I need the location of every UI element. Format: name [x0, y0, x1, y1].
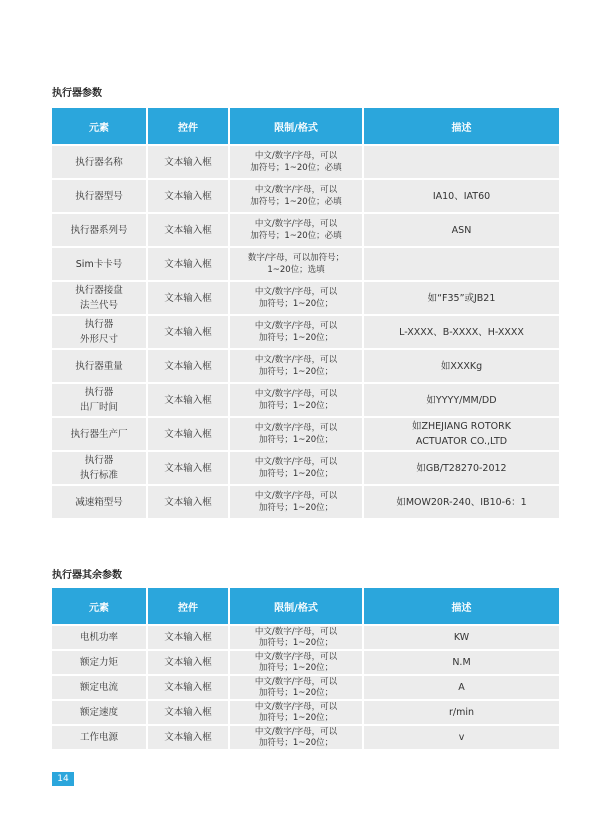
cell-limit — [230, 726, 364, 749]
cell-limit — [230, 452, 364, 484]
cell-limit-line: 加符号；1~20位； — [258, 503, 334, 513]
cell-element-line: 执行器生产厂 — [70, 428, 128, 440]
cell-element — [52, 146, 148, 178]
cell-limit-line: 加符号；1~20位；必填 — [250, 231, 342, 241]
cell-limit-line: 加符号；1~20位； — [258, 333, 334, 343]
cell-element-line: 执行器接盘 — [75, 285, 123, 296]
table-row — [52, 282, 559, 314]
header-limit-format: 限制/格式 — [230, 108, 364, 144]
cell-limit-line: 加符号；1~20位； — [258, 299, 334, 309]
cell-control: 文本输入框 — [148, 180, 230, 212]
cell-element-line: 执行器 — [84, 319, 114, 330]
cell-element-line: 法兰代号 — [79, 300, 118, 311]
cell-description — [364, 452, 559, 484]
table-row — [52, 486, 559, 518]
cell-description — [364, 248, 559, 280]
cell-description-line: 如GB/T28270-2012 — [416, 462, 507, 474]
cell-description-line: A — [458, 682, 465, 693]
cell-element-line: 执行器型号 — [75, 190, 123, 202]
cell-description — [364, 418, 559, 450]
table-row — [52, 384, 559, 416]
cell-description — [364, 146, 559, 178]
cell-control: 文本输入框 — [148, 384, 230, 416]
cell-description-line: ACTUATOR CO.,LTD — [415, 436, 508, 447]
cell-description — [364, 651, 559, 674]
cell-limit — [230, 486, 364, 518]
table-row — [52, 726, 559, 749]
cell-element-line: 额定电流 — [79, 682, 118, 693]
cell-limit-line: 加符号；1~20位；必填 — [250, 197, 342, 207]
table-row — [52, 248, 559, 280]
table-row — [52, 418, 559, 450]
cell-description-line: KW — [453, 632, 470, 643]
cell-control: 文本输入框 — [148, 248, 230, 280]
cell-limit — [230, 676, 364, 699]
header-limit-format: 限制/格式 — [230, 588, 364, 624]
cell-element — [52, 384, 148, 416]
cell-limit — [230, 626, 364, 649]
cell-element — [52, 701, 148, 724]
cell-element — [52, 350, 148, 382]
table-row — [52, 350, 559, 382]
cell-control: 文本输入框 — [148, 726, 230, 749]
table-row — [52, 452, 559, 484]
cell-description — [364, 626, 559, 649]
cell-limit-line: 中文/数字/字母，可以 — [254, 185, 338, 195]
cell-limit — [230, 418, 364, 450]
cell-limit — [230, 384, 364, 416]
cell-control: 文本输入框 — [148, 214, 230, 246]
cell-control: 文本输入框 — [148, 418, 230, 450]
cell-element — [52, 726, 148, 749]
table-row — [52, 626, 559, 649]
cell-limit-line: 加符号；1~20位； — [258, 469, 334, 479]
cell-description-line: 如MOW20R-240、IB10-6：1 — [396, 496, 527, 508]
cell-description-line: IA10、IAT60 — [432, 190, 491, 202]
cell-control: 文本输入框 — [148, 146, 230, 178]
cell-element-line: 额定速度 — [79, 707, 118, 718]
table-row — [52, 214, 559, 246]
cell-limit-line: 加符号；1~20位； — [258, 401, 334, 411]
cell-element-line: 额定力矩 — [79, 657, 118, 668]
cell-limit-line: 1~20位；选填 — [267, 265, 325, 275]
table-header-row — [52, 588, 559, 624]
cell-element-line: 电机功率 — [79, 632, 118, 643]
cell-element — [52, 418, 148, 450]
cell-limit — [230, 282, 364, 314]
section-title-other-params: 执行器其余参数 — [52, 570, 122, 581]
cell-description — [364, 180, 559, 212]
cell-limit — [230, 180, 364, 212]
cell-description-line: 如ZHEJIANG ROTORK — [412, 421, 511, 432]
cell-description — [364, 384, 559, 416]
cell-limit — [230, 651, 364, 674]
cell-description — [364, 676, 559, 699]
cell-element — [52, 282, 148, 314]
cell-limit-line: 中文/数字/字母，可以 — [254, 287, 338, 297]
cell-description-line: ASN — [451, 224, 472, 236]
cell-limit-line: 中文/数字/字母，可以 — [254, 355, 338, 365]
cell-element — [52, 180, 148, 212]
cell-limit-line: 中文/数字/字母，可以 — [254, 626, 338, 637]
header-control: 控件 — [148, 108, 230, 144]
cell-limit-line: 中文/数字/字母，可以 — [254, 457, 338, 467]
cell-limit-line: 加符号；1~20位；必填 — [250, 163, 342, 173]
cell-description-line: N.M — [452, 657, 471, 668]
cell-element — [52, 316, 148, 348]
cell-control: 文本输入框 — [148, 350, 230, 382]
table-row — [52, 676, 559, 699]
cell-limit-line: 中文/数字/字母，可以 — [254, 423, 338, 433]
cell-limit-line: 中文/数字/字母，可以 — [254, 491, 338, 501]
cell-control: 文本输入框 — [148, 676, 230, 699]
cell-limit — [230, 701, 364, 724]
cell-limit-line: 加符号；1~20位； — [258, 712, 334, 723]
cell-limit-line: 中文/数字/字母，可以 — [254, 321, 338, 331]
cell-control: 文本输入框 — [148, 452, 230, 484]
page-number: 14 — [52, 772, 74, 786]
cell-limit-line: 中文/数字/字母，可以 — [254, 726, 338, 737]
cell-element-line: 执行器 — [84, 455, 114, 466]
cell-description — [364, 701, 559, 724]
section-title-actuator-params: 执行器参数 — [52, 88, 102, 99]
cell-description-line: v — [458, 732, 465, 743]
actuator-params-table — [52, 106, 559, 520]
cell-element-line: 执行器重量 — [75, 360, 123, 372]
cell-limit-line: 中文/数字/字母，可以 — [254, 701, 338, 712]
cell-description-line: 如YYYY/MM/DD — [426, 394, 497, 406]
cell-control: 文本输入框 — [148, 316, 230, 348]
cell-control: 文本输入框 — [148, 626, 230, 649]
cell-limit-line: 加符号；1~20位； — [258, 637, 334, 648]
table-row — [52, 180, 559, 212]
cell-element-line: 执行标准 — [79, 470, 118, 481]
cell-description-line: 如XXXKg — [440, 360, 483, 372]
cell-element-line: 执行器名称 — [75, 156, 123, 168]
cell-control: 文本输入框 — [148, 701, 230, 724]
table-header-row — [52, 108, 559, 144]
cell-description-line: L-XXXX、B-XXXX、H-XXXX — [399, 326, 524, 338]
table-row — [52, 316, 559, 348]
cell-description — [364, 316, 559, 348]
table-row — [52, 651, 559, 674]
cell-limit-line: 加符号；1~20位； — [258, 435, 334, 445]
cell-description — [364, 486, 559, 518]
cell-limit — [230, 350, 364, 382]
cell-element-line: 执行器系列号 — [70, 224, 128, 236]
cell-element-line: 执行器 — [84, 387, 114, 398]
other-params-table — [52, 586, 559, 751]
cell-element — [52, 248, 148, 280]
cell-element-line: 外形尺寸 — [79, 334, 118, 345]
cell-control: 文本输入框 — [148, 282, 230, 314]
cell-limit — [230, 316, 364, 348]
table-row — [52, 146, 559, 178]
cell-description — [364, 282, 559, 314]
cell-description-line: r/min — [448, 707, 475, 718]
cell-control: 文本输入框 — [148, 486, 230, 518]
cell-description — [364, 214, 559, 246]
cell-element — [52, 651, 148, 674]
cell-limit-line: 中文/数字/字母，可以 — [254, 151, 338, 161]
cell-limit-line: 中文/数字/字母，可以 — [254, 651, 338, 662]
cell-description — [364, 726, 559, 749]
header-control: 控件 — [148, 588, 230, 624]
cell-limit — [230, 248, 364, 280]
cell-limit-line: 中文/数字/字母，可以 — [254, 219, 338, 229]
header-description: 描述 — [364, 588, 559, 624]
cell-element-line: 减速箱型号 — [75, 496, 123, 508]
cell-description-line: 如“F35”或JB21 — [427, 292, 496, 304]
cell-limit-line: 加符号；1~20位； — [258, 662, 334, 673]
cell-element — [52, 486, 148, 518]
cell-limit-line: 加符号；1~20位； — [258, 687, 334, 698]
table-row — [52, 701, 559, 724]
cell-element — [52, 626, 148, 649]
cell-element — [52, 214, 148, 246]
cell-limit-line: 加符号；1~20位； — [258, 737, 334, 748]
cell-limit — [230, 214, 364, 246]
cell-control: 文本输入框 — [148, 651, 230, 674]
cell-limit-line: 加符号；1~20位； — [258, 367, 334, 377]
cell-limit-line: 中文/数字/字母，可以 — [254, 676, 338, 687]
cell-element — [52, 452, 148, 484]
cell-limit-line: 中文/数字/字母，可以 — [254, 389, 338, 399]
cell-description — [364, 350, 559, 382]
cell-element-line: Sim卡卡号 — [75, 258, 123, 270]
cell-element-line: 出厂时间 — [79, 402, 118, 413]
header-element: 元素 — [52, 588, 148, 624]
cell-limit-line: 数字/字母，可以加符号； — [247, 253, 345, 263]
cell-limit — [230, 146, 364, 178]
cell-element-line: 工作电源 — [79, 732, 118, 743]
cell-element — [52, 676, 148, 699]
header-description: 描述 — [364, 108, 559, 144]
header-element: 元素 — [52, 108, 148, 144]
